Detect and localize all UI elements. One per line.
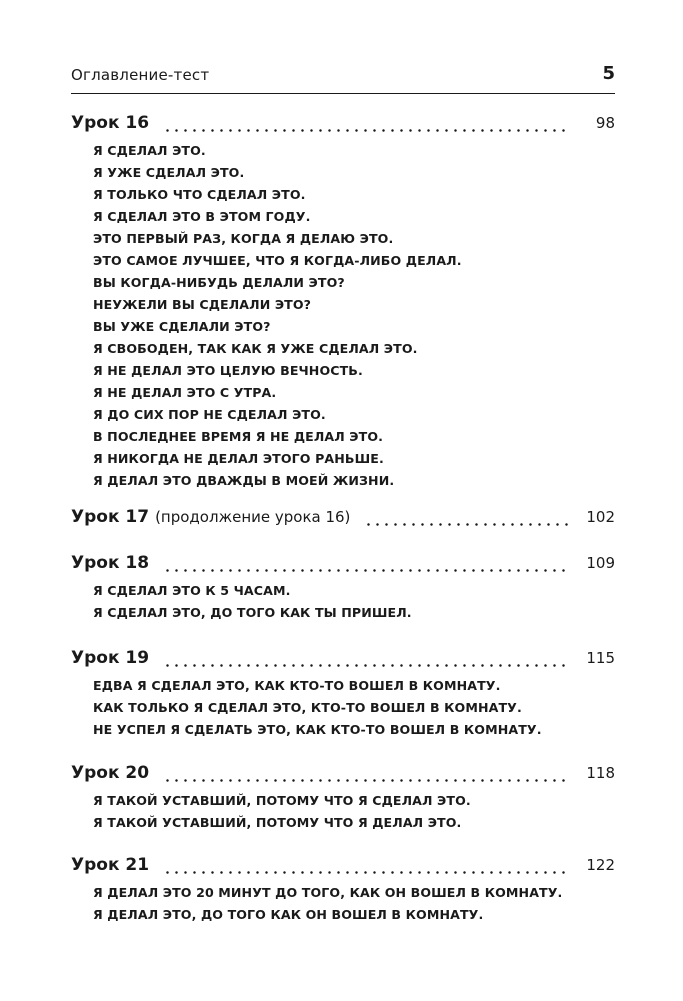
running-header (71, 63, 615, 94)
lesson-subtitle: (продолжение урока 16) (155, 508, 351, 526)
toc-entry-heading (71, 648, 615, 672)
lesson-topic: Я ДЕЛАЛ ЭТО, ДО ТОГО КАК ОН ВОШЕЛ В КОМНАТУ. (93, 907, 484, 922)
toc-entry-lesson-21 (71, 855, 615, 926)
dot-leader (163, 658, 571, 668)
dot-leader (364, 517, 571, 527)
lesson-topic: Я ДЕЛАЛ ЭТО ДВАЖДЫ В МОЕЙ ЖИЗНИ. (93, 473, 395, 488)
lesson-title: Урок 21 (71, 855, 150, 875)
dot-leader (163, 123, 571, 133)
lesson-topic: НЕ УСПЕЛ Я СДЕЛАТЬ ЭТО, КАК КТО-ТО ВОШЕЛ В КОМНАТУ. (93, 722, 542, 737)
lesson-topic: Я СВОБОДЕН, ТАК КАК Я УЖЕ СДЕЛАЛ ЭТО. (93, 341, 418, 356)
lesson-topic-list (71, 580, 615, 624)
lesson-topic-list (71, 790, 615, 834)
lesson-title: Урок 16 (71, 113, 150, 133)
toc-entry-lesson-19 (71, 648, 615, 741)
header-page-number: 5 (602, 63, 615, 84)
toc-entry-lesson-17 (71, 507, 615, 531)
lesson-topic: Я НИКОГДА НЕ ДЕЛАЛ ЭТОГО РАНЬШЕ. (93, 451, 384, 466)
toc-entry-heading (71, 855, 615, 879)
lesson-topic-list (71, 882, 615, 926)
lesson-topic: Я СДЕЛАЛ ЭТО В ЭТОМ ГОДУ. (93, 209, 311, 224)
dot-leader (163, 865, 571, 875)
lesson-page-number: 115 (586, 649, 615, 667)
toc-entry-heading (71, 553, 615, 577)
lesson-title: Урок 19 (71, 648, 150, 668)
lesson-title: Урок 18 (71, 553, 150, 573)
lesson-topic: Я ТАКОЙ УСТАВШИЙ, ПОТОМУ ЧТО Я СДЕЛАЛ ЭТО. (93, 793, 471, 808)
lesson-topic: Я СДЕЛАЛ ЭТО, ДО ТОГО КАК ТЫ ПРИШЕЛ. (93, 605, 412, 620)
lesson-page-number: 122 (586, 856, 615, 874)
toc-entry-lesson-18 (71, 553, 615, 624)
header-title: Оглавление-тест (71, 66, 210, 84)
lesson-topic: Я УЖЕ СДЕЛАЛ ЭТО. (93, 165, 245, 180)
lesson-topic: ВЫ КОГДА-НИБУДЬ ДЕЛАЛИ ЭТО? (93, 275, 345, 290)
lesson-topic-list (71, 675, 615, 741)
lesson-page-number: 102 (586, 508, 615, 526)
toc-entry-heading (71, 507, 615, 531)
lesson-topic: Я СДЕЛАЛ ЭТО. (93, 143, 206, 158)
lesson-topic: ЭТО ПЕРВЫЙ РАЗ, КОГДА Я ДЕЛАЮ ЭТО. (93, 231, 394, 246)
lesson-page-number: 118 (586, 764, 615, 782)
toc-entry-lesson-16 (71, 113, 615, 492)
dot-leader (163, 563, 571, 573)
lesson-topic: ЭТО САМОЕ ЛУЧШЕЕ, ЧТО Я КОГДА-ЛИБО ДЕЛАЛ. (93, 253, 462, 268)
lesson-topic: Я ДЕЛАЛ ЭТО 20 МИНУТ ДО ТОГО, КАК ОН ВОШЕЛ В КОМНАТУ. (93, 885, 563, 900)
lesson-topic-list (71, 140, 615, 492)
lesson-topic: НЕУЖЕЛИ ВЫ СДЕЛАЛИ ЭТО? (93, 297, 312, 312)
lesson-title: Урок 17 (71, 507, 150, 527)
lesson-topic: В ПОСЛЕДНЕЕ ВРЕМЯ Я НЕ ДЕЛАЛ ЭТО. (93, 429, 384, 444)
toc-entry-heading (71, 113, 615, 137)
lesson-topic: Я ДО СИХ ПОР НЕ СДЕЛАЛ ЭТО. (93, 407, 326, 422)
lesson-topic: Я НЕ ДЕЛАЛ ЭТО С УТРА. (93, 385, 277, 400)
toc-entry-lesson-20 (71, 763, 615, 834)
lesson-topic: Я НЕ ДЕЛАЛ ЭТО ЦЕЛУЮ ВЕЧНОСТЬ. (93, 363, 363, 378)
lesson-topic: Я СДЕЛАЛ ЭТО К 5 ЧАСАМ. (93, 583, 291, 598)
lesson-topic: ЕДВА Я СДЕЛАЛ ЭТО, КАК КТО-ТО ВОШЕЛ В КОМНАТУ. (93, 678, 501, 693)
lesson-topic: ВЫ УЖЕ СДЕЛАЛИ ЭТО? (93, 319, 271, 334)
lesson-topic: Я ТОЛЬКО ЧТО СДЕЛАЛ ЭТО. (93, 187, 306, 202)
lesson-title: Урок 20 (71, 763, 150, 783)
lesson-page-number: 109 (586, 554, 615, 572)
toc-entry-heading (71, 763, 615, 787)
lesson-page-number: 98 (595, 114, 615, 132)
lesson-topic: КАК ТОЛЬКО Я СДЕЛАЛ ЭТО, КТО-ТО ВОШЕЛ В КОМНАТУ. (93, 700, 522, 715)
dot-leader (163, 773, 571, 783)
lesson-topic: Я ТАКОЙ УСТАВШИЙ, ПОТОМУ ЧТО Я ДЕЛАЛ ЭТО. (93, 815, 462, 830)
